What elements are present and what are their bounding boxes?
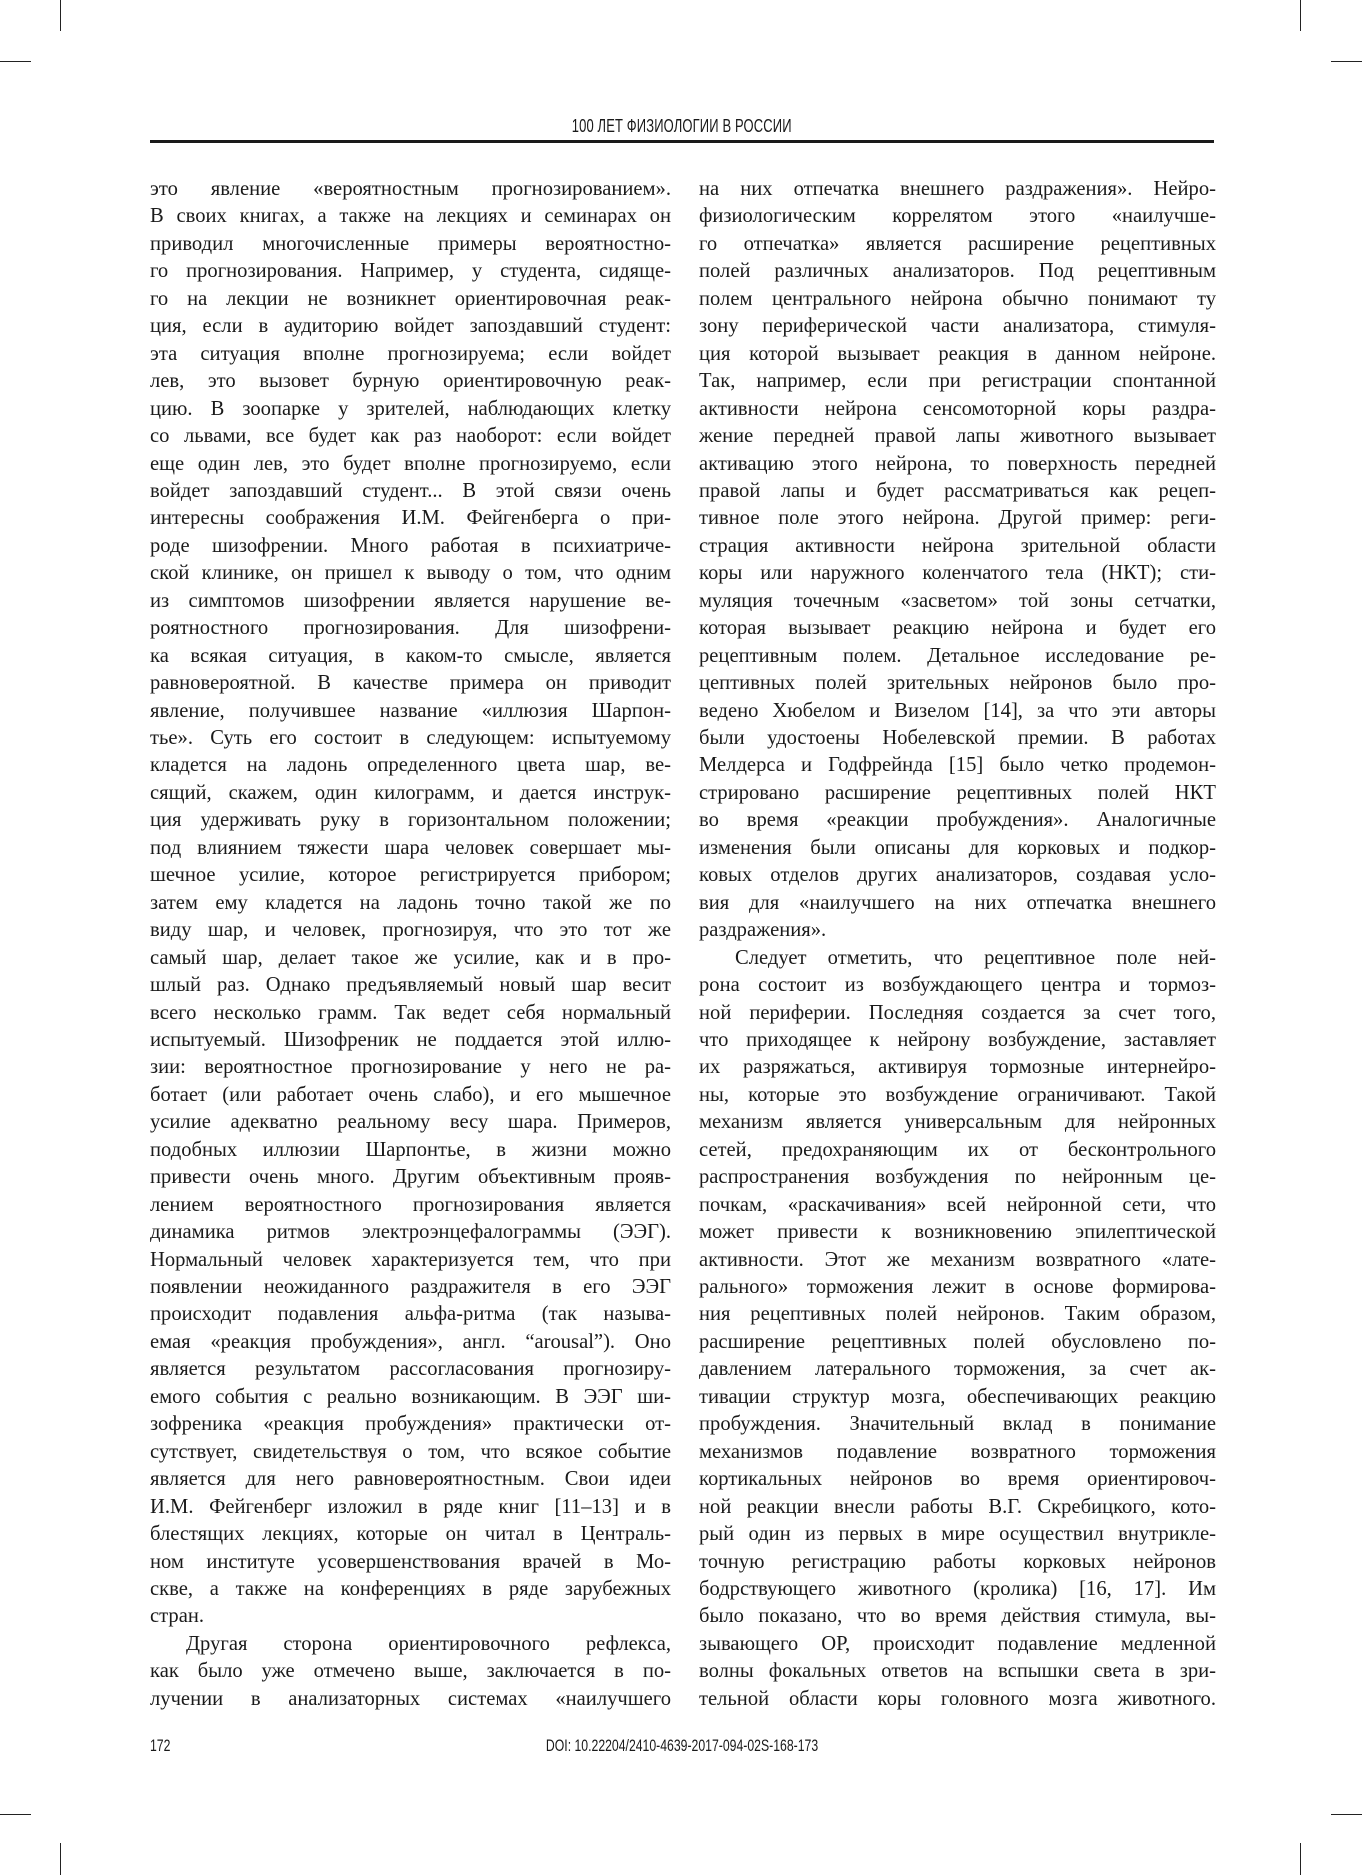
text-line: тельной области коры головного мозга животного. xyxy=(699,1687,1216,1710)
text-line: Другая сторона ориентировочного рефлекса, xyxy=(186,1632,671,1655)
text-line: полей различных анализаторов. Под рецептивным xyxy=(699,260,1216,283)
text-line: го на лекции не возникнет ориентировочная реак- xyxy=(150,287,671,310)
text-line: приводил многочисленные примеры вероятностно- xyxy=(150,232,671,255)
text-line: является результатом рассогласования прогнозиру- xyxy=(150,1358,671,1381)
text-line: что приходящее к нейрону возбуждение, заставляет xyxy=(699,1028,1216,1051)
text-line: Так, например, если при регистрации спонтанной xyxy=(699,370,1216,393)
text-line: интересны соображения И.М. Фейгенберга о при- xyxy=(150,507,671,530)
text-line: ной периферии. Последняя создается за счет того, xyxy=(699,1001,1216,1024)
text-line: их разряжаться, активируя тормозные интернейро- xyxy=(699,1056,1216,1079)
doi-text: DOI: 10.22204/2410-4639-2017-094-02S-168-173 xyxy=(545,1736,819,1755)
text-line: жение передней правой лапы животного вызывает xyxy=(699,425,1216,448)
text-line: роде шизофрении. Много работая в психиатриче- xyxy=(150,534,671,557)
text-line: привести очень много. Другим объективным прояв- xyxy=(150,1166,671,1189)
text-line: го отпечатка» является расширение рецептивных xyxy=(699,232,1216,255)
text-line: го прогнозирования. Например, у студента, сидяще- xyxy=(150,260,671,283)
text-line: рый один из первых в мире осуществил внутрикле- xyxy=(699,1523,1216,1546)
text-line: ной реакции внесли работы В.Г. Скребицкого, кото- xyxy=(699,1495,1216,1518)
text-line: скве, а также на конференциях в ряде зарубежных xyxy=(150,1577,671,1600)
text-line: Мелдерса и Годфрейнда [15] было четко продемон- xyxy=(699,754,1216,777)
text-line: со львами, все будет как раз наоборот: если войдет xyxy=(150,425,671,448)
crop-mark-top-left xyxy=(60,0,61,31)
text-line: является для него равновероятностным. Свои идеи xyxy=(150,1468,671,1491)
text-line: Следует отметить, что рецептивное поле ней- xyxy=(735,946,1216,969)
text-line: физиологическим коррелятом этого «наилучше- xyxy=(699,205,1216,228)
text-line: В своих книгах, а также на лекциях и семинарах он xyxy=(150,205,671,228)
text-line: эта ситуация вполне прогнозируема; если войдет xyxy=(150,342,671,365)
text-line: это явление «вероятностным прогнозированием». xyxy=(150,178,671,200)
text-line: явление, получившее название «иллюзия Шарпон- xyxy=(150,699,671,722)
text-line: происходит подавления альфа-ритма (так называ- xyxy=(150,1303,671,1326)
text-line: активности. Этот же механизм возвратного «лате- xyxy=(699,1248,1216,1271)
text-line: механизм является универсальным для нейронных xyxy=(699,1111,1216,1134)
text-line: затем ему кладется на ладонь точно такой же по xyxy=(150,891,671,914)
text-line: страция активности нейрона зрительной области xyxy=(699,534,1216,557)
text-line: роятностного прогнозирования. Для шизофрени- xyxy=(150,617,671,640)
crop-mark-right-top xyxy=(1331,61,1362,62)
text-line: лев, это вызовет бурную ориентировочную реак- xyxy=(150,370,671,393)
text-line: стрировано расширение рецептивных полей НКТ xyxy=(699,781,1216,804)
text-line: тивное поле этого нейрона. Другой пример: реги- xyxy=(699,507,1216,530)
text-line: всего несколько грамм. Так ведет себя нормальный xyxy=(150,1001,671,1024)
text-line: шечное усилие, которое регистрируется прибором; xyxy=(150,864,671,887)
text-line: волны фокальных ответов на вспышки света в зри- xyxy=(699,1660,1216,1683)
header-rule xyxy=(150,140,1214,143)
text-line: емая «реакция пробуждения», англ. “arousal”). Оно xyxy=(150,1330,671,1353)
text-line: расширение рецептивных полей обусловлено по- xyxy=(699,1330,1216,1353)
text-line: цептивных полей зрительных нейронов было про- xyxy=(699,672,1216,695)
text-line: ния рецептивных полей нейронов. Таким образом, xyxy=(699,1303,1216,1326)
text-line: во время «реакции пробуждения». Аналогичные xyxy=(699,809,1216,832)
text-line: тье». Суть его состоит в следующем: испытуемому xyxy=(150,727,671,749)
text-line: активности нейрона сенсомоторной коры раздра- xyxy=(699,397,1216,420)
text-line: блестящих лекциях, которые он читал в Централь- xyxy=(150,1523,671,1546)
text-line: муляция точечным «засветом» той зоны сетчатки, xyxy=(699,589,1216,612)
text-line: почкам, «раскачивания» всей нейронной сети, что xyxy=(699,1193,1216,1216)
text-line: бодрствующего животного (кролика) [16, 17]. Им xyxy=(699,1577,1216,1600)
text-line: пробуждения. Значительный вклад в понимание xyxy=(699,1413,1216,1436)
text-line: зофреника «реакция пробуждения» практически от- xyxy=(150,1413,671,1436)
text-line: войдет запоздавший студент... В этой связи очень xyxy=(150,479,671,502)
crop-mark-right-bottom xyxy=(1331,1814,1362,1815)
text-line: ской клинике, он пришел к выводу о том, что одним xyxy=(150,562,671,585)
text-line: кортикальных нейронов во время ориентировоч- xyxy=(699,1468,1216,1491)
text-line: шлый раз. Однако предъявляемый новый шар весит xyxy=(150,974,671,997)
text-line: правой лапы и будет рассматриваться как рецеп- xyxy=(699,479,1216,502)
text-line: кладется на ладонь определенного цвета шар, ве- xyxy=(150,754,671,777)
text-line: тивации структур мозга, обеспечивающих реакцию xyxy=(699,1385,1216,1408)
text-line: появлении неожиданного раздражителя в его ЭЭГ xyxy=(150,1276,671,1298)
text-line: самый шар, делает такое же усилие, как и в про- xyxy=(150,946,671,969)
crop-mark-bottom-left xyxy=(60,1843,61,1875)
text-line: зывающего ОР, происходит подавление медленной xyxy=(699,1632,1216,1655)
text-line: механизмов подавление возвратного торможения xyxy=(699,1440,1216,1463)
text-line: зии: вероятностное прогнозирование у него не ра- xyxy=(150,1056,671,1079)
text-line: усилие адекватно реальному весу шара. Примеров, xyxy=(150,1111,671,1134)
text-line: еще один лев, это будет вполне прогнозируемо, если xyxy=(150,452,671,475)
text-line: были удостоены Нобелевской премии. В работах xyxy=(699,727,1216,749)
text-line: сутствует, свидетельствуя о том, что всякое событие xyxy=(150,1440,671,1463)
text-line: полем центрального нейрона обычно понимают ту xyxy=(699,287,1216,310)
text-line: рона состоит из возбуждающего центра и тормоз- xyxy=(699,974,1216,997)
text-line: ботает (или работает очень слабо), и его мышечное xyxy=(150,1083,671,1106)
text-line: которая вызывает реакцию нейрона и будет его xyxy=(699,617,1216,640)
doi xyxy=(150,1736,1214,1756)
text-line: изменения были описаны для корковых и подкор- xyxy=(699,836,1216,859)
text-line: зону периферической части анализатора, стимуля- xyxy=(699,315,1216,338)
text-line: из симптомов шизофрении является нарушение ве- xyxy=(150,589,671,612)
text-line: активацию этого нейрона, то поверхность передней xyxy=(699,452,1216,475)
text-line: испытуемый. Шизофреник не поддается этой иллю- xyxy=(150,1028,671,1051)
text-line: вия для «наилучшего на них отпечатка внешнего xyxy=(699,891,1216,914)
text-line: может привести к возникновению эпилептической xyxy=(699,1221,1216,1244)
text-line: ковых отделов других анализаторов, создавая усло- xyxy=(699,864,1216,887)
text-line: коры или наружного коленчатого тела (НКТ); сти- xyxy=(699,562,1216,585)
running-head-title: 100 ЛЕТ ФИЗИОЛОГИИ В РОССИИ xyxy=(572,116,792,136)
text-line: было показано, что во время действия стимула, вы- xyxy=(699,1605,1216,1628)
text-line: сящий, скажем, один килограмм, и дается инструк- xyxy=(150,781,671,804)
text-line: точную регистрацию работы корковых нейронов xyxy=(699,1550,1216,1573)
text-line: ция которой вызывает реакция в данном нейроне. xyxy=(699,342,1216,365)
text-line: ном институте усовершенствования врачей в Мо- xyxy=(150,1550,671,1573)
text-line: емого события с реально возникающим. В ЭЭГ ши- xyxy=(150,1385,671,1408)
text-line: под влиянием тяжести шара человек совершает мы- xyxy=(150,836,671,859)
text-line: на них отпечатка внешнего раздражения». Нейро- xyxy=(699,178,1216,200)
crop-mark-bottom-right xyxy=(1300,1843,1301,1875)
text-line: цию. В зоопарке у зрителей, наблюдающих клетку xyxy=(150,397,671,420)
text-line: рецептивным полем. Детальное исследование ре- xyxy=(699,644,1216,667)
text-line: виду шар, и человек, прогнозируя, что это тот же xyxy=(150,919,671,942)
text-line: как было уже отмечено выше, заключается в по- xyxy=(150,1660,671,1683)
page-number-text: 172 xyxy=(150,1736,171,1755)
text-line: раздражения». xyxy=(699,919,827,942)
text-line: Нормальный человек характеризуется тем, что при xyxy=(150,1248,671,1271)
text-line: ведено Хюбелом и Визелом [14], за что эти авторы xyxy=(699,699,1216,722)
text-line: ция удерживать руку в горизонтальном положении; xyxy=(150,809,671,832)
running-head xyxy=(150,116,1214,137)
text-line: подобных иллюзии Шарпонтье, в жизни можно xyxy=(150,1138,671,1161)
text-line: распространения возбуждения по нейронным це- xyxy=(699,1166,1216,1189)
text-line: ция, если в аудиторию войдет запоздавший студент: xyxy=(150,315,671,338)
text-line: И.М. Фейгенберг изложил в ряде книг [11–13] и в xyxy=(150,1495,671,1518)
text-line: лением вероятностного прогнозирования является xyxy=(150,1193,671,1216)
text-line: давлением латерального торможения, за счет ак- xyxy=(699,1358,1216,1381)
crop-mark-left-bottom xyxy=(0,1814,31,1815)
text-line: сетей, предохраняющим их от бесконтрольного xyxy=(699,1138,1216,1161)
text-line: рального» торможения лежит в основе формирова- xyxy=(699,1276,1216,1298)
crop-mark-top-right xyxy=(1300,0,1301,31)
text-line: динамика ритмов электроэнцефалограммы (ЭЭГ). xyxy=(150,1221,671,1244)
text-line: ка всякая ситуация, в каком-то смысле, является xyxy=(150,644,671,667)
text-line: стран. xyxy=(150,1605,204,1628)
crop-mark-left-top xyxy=(0,61,31,62)
text-line: лучении в анализаторных системах «наилучшего xyxy=(150,1687,671,1710)
text-line: ны, которые это возбуждение ограничивают. Такой xyxy=(699,1083,1216,1106)
text-line: равновероятной. В качестве примера он приводит xyxy=(150,672,671,695)
